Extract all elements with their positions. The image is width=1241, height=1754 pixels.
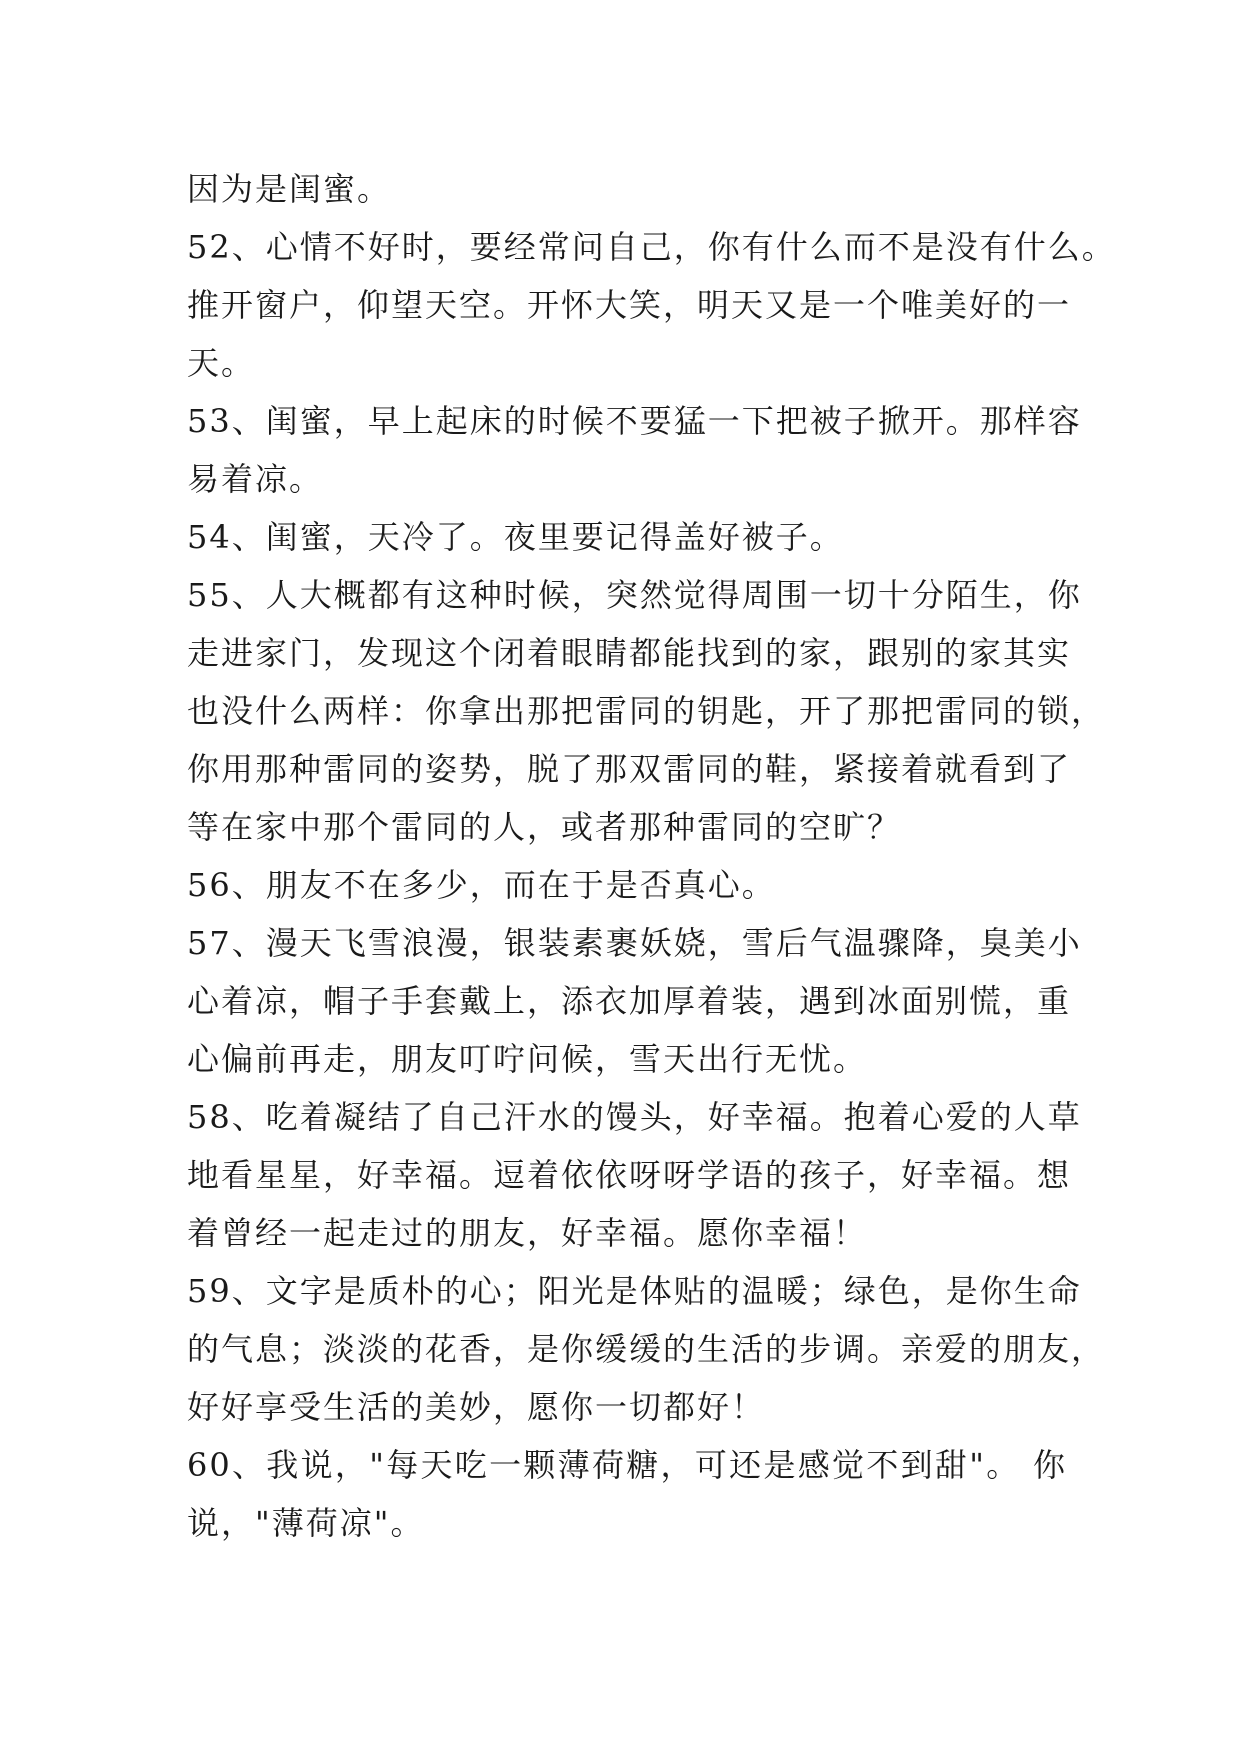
- text-line: 推开窗户，仰望天空。开怀大笑，明天又是一个唯美好的一: [187, 286, 1072, 324]
- text-line: 易着凉。: [187, 460, 324, 498]
- text-line: 59、文字是质朴的心；阳光是体贴的温暖；绿色，是你生命: [187, 1272, 1082, 1310]
- text-line: 57、漫天飞雪浪漫，银装素裹妖娆，雪后气温骤降，臭美小: [187, 924, 1082, 962]
- text-line: 58、吃着凝结了自己汗水的馒头，好幸福。抱着心爱的人草: [187, 1098, 1082, 1136]
- text-line: 走进家门，发现这个闭着眼睛都能找到的家，跟别的家其实: [187, 634, 1072, 672]
- text-line: 说，"薄荷凉"。: [187, 1504, 425, 1542]
- text-line: 也没什么两样：你拿出那把雷同的钥匙，开了那把雷同的锁，: [187, 692, 1106, 730]
- text-line: 60、我说，"每天吃一颗薄荷糖，可还是感觉不到甜"。 你: [187, 1446, 1067, 1484]
- text-line: 地看星星，好幸福。逗着依依呀呀学语的孩子，好幸福。想: [187, 1156, 1072, 1194]
- text-line: 等在家中那个雷同的人，或者那种雷同的空旷？: [187, 808, 902, 846]
- text-line: 54、闺蜜，天冷了。夜里要记得盖好被子。: [187, 518, 844, 556]
- text-line: 着曾经一起走过的朋友，好幸福。愿你幸福！: [187, 1214, 868, 1252]
- text-line: 你用那种雷同的姿势，脱了那双雷同的鞋，紧接着就看到了: [187, 750, 1072, 788]
- document-body: [187, 160, 1116, 1552]
- text-line: 天。: [187, 344, 256, 382]
- text-line: 53、闺蜜，早上起床的时候不要猛一下把被子掀开。那样容: [187, 402, 1082, 440]
- text-line: 的气息；淡淡的花香，是你缓缓的生活的步调。亲爱的朋友，: [187, 1330, 1106, 1368]
- text-line: 56、朋友不在多少，而在于是否真心。: [187, 866, 776, 904]
- text-line: 心着凉，帽子手套戴上，添衣加厚着装，遇到冰面别慌，重: [187, 982, 1072, 1020]
- text-line: 55、人大概都有这种时候，突然觉得周围一切十分陌生，你: [187, 576, 1082, 614]
- text-line: 因为是闺蜜。: [187, 170, 392, 208]
- text-line: 好好享受生活的美妙，愿你一切都好！: [187, 1388, 766, 1426]
- text-line: 心偏前再走，朋友叮咛问候，雪天出行无忧。: [187, 1040, 868, 1078]
- text-line: 52、心情不好时，要经常问自己，你有什么而不是没有什么。: [187, 228, 1116, 266]
